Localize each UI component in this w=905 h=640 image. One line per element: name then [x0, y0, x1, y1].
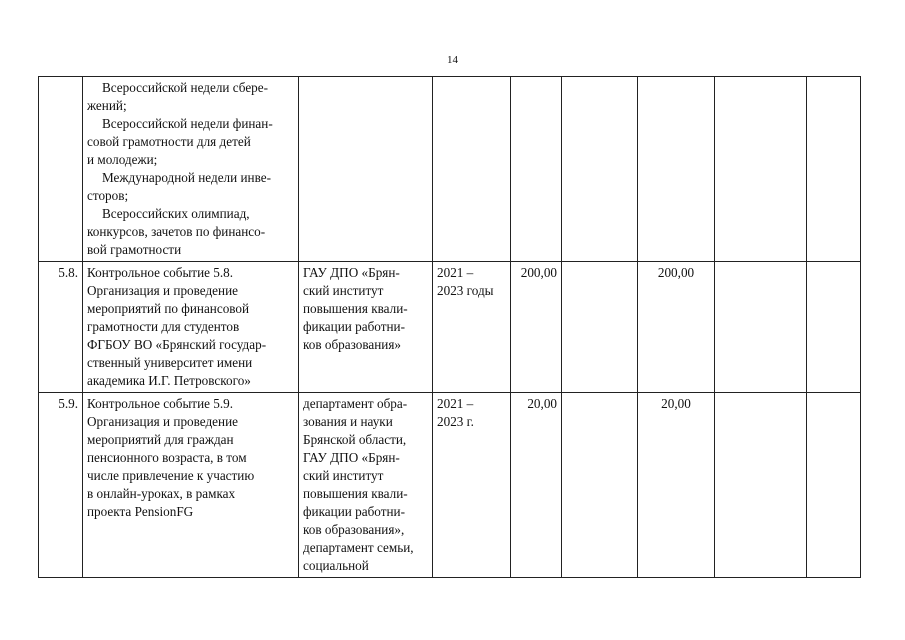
text-line: фикации работни- [303, 504, 405, 519]
text-line: ский институт [303, 468, 384, 483]
executor-cell [299, 77, 433, 262]
text-line: конкурсов, зачетов по финансо- [87, 224, 266, 239]
total-amount-cell [511, 77, 562, 262]
text-line: Организация и проведение [87, 283, 238, 298]
event-description-cell [83, 393, 299, 578]
table-row [39, 262, 861, 393]
program-events-table [38, 76, 861, 578]
table-row [39, 393, 861, 578]
text-line: мероприятий для граждан [87, 432, 234, 447]
text-line: департамент обра- [303, 396, 408, 411]
amount-cell [562, 262, 638, 393]
text-line: 2023 г. [437, 414, 474, 429]
total-amount-cell: 200,00 [511, 262, 562, 393]
text-line: Контрольное событие 5.8. [87, 265, 234, 280]
amount-cell [562, 77, 638, 262]
text-line: повышения квали- [303, 486, 408, 501]
text-line: совой грамотности для детей [87, 134, 251, 149]
executor-cell [299, 393, 433, 578]
text-line: 2023 годы [437, 283, 494, 298]
row-number-cell [39, 77, 83, 262]
row-number-cell: 5.8. [39, 262, 83, 393]
text-line: сторов; [87, 188, 129, 203]
amount-cell [807, 262, 861, 393]
text-line: ский институт [303, 283, 384, 298]
period-cell [433, 393, 511, 578]
text-line: ственный университет имени [87, 355, 253, 370]
text-line: Всероссийских олимпиад, [102, 206, 250, 221]
text-line: департамент семьи, [303, 540, 414, 555]
text-line: проекта PensionFG [87, 504, 194, 519]
amount-cell [807, 393, 861, 578]
period-cell [433, 77, 511, 262]
executor-cell [299, 262, 433, 393]
text-line: ГАУ ДПО «Брян- [303, 265, 400, 280]
amount-cell [562, 393, 638, 578]
amount-cell: 200,00 [638, 262, 715, 393]
event-description-cell [83, 77, 299, 262]
text-line: жений; [87, 98, 127, 113]
text-line: Всероссийской недели сбере- [102, 80, 269, 95]
text-line: Международной недели инве- [102, 170, 271, 185]
period-cell [433, 262, 511, 393]
text-line: Брянской области, [303, 432, 407, 447]
text-line: ГАУ ДПО «Брян- [303, 450, 400, 465]
row-number-cell: 5.9. [39, 393, 83, 578]
text-line: фикации работни- [303, 319, 405, 334]
text-line: и молодежи; [87, 152, 158, 167]
text-line: в онлайн-уроках, в рамках [87, 486, 236, 501]
text-line: числе привлечение к участию [87, 468, 255, 483]
amount-cell [807, 77, 861, 262]
event-description-cell [83, 262, 299, 393]
amount-cell [638, 77, 715, 262]
text-line: повышения квали- [303, 301, 408, 316]
text-line: ФГБОУ ВО «Брянский государ- [87, 337, 267, 352]
text-line: Организация и проведение [87, 414, 238, 429]
amount-cell [715, 393, 807, 578]
text-line: академика И.Г. Петровского» [87, 373, 251, 388]
text-line: вой грамотности [87, 242, 182, 257]
page-number: 14 [447, 54, 458, 66]
text-line: мероприятий по финансовой [87, 301, 250, 316]
text-line: социальной [303, 558, 369, 573]
text-line: 2021 – [437, 265, 474, 280]
amount-cell [715, 262, 807, 393]
text-line: грамотности для студентов [87, 319, 240, 334]
text-line: зования и науки [303, 414, 393, 429]
table-row [39, 77, 861, 262]
text-line: Контрольное событие 5.9. [87, 396, 234, 411]
text-line: 2021 – [437, 396, 474, 411]
text-line: ков образования» [303, 337, 402, 352]
text-line: Всероссийской недели финан- [102, 116, 273, 131]
text-line: пенсионного возраста, в том [87, 450, 247, 465]
amount-cell [715, 77, 807, 262]
text-line: ков образования», [303, 522, 405, 537]
amount-cell: 20,00 [638, 393, 715, 578]
total-amount-cell: 20,00 [511, 393, 562, 578]
